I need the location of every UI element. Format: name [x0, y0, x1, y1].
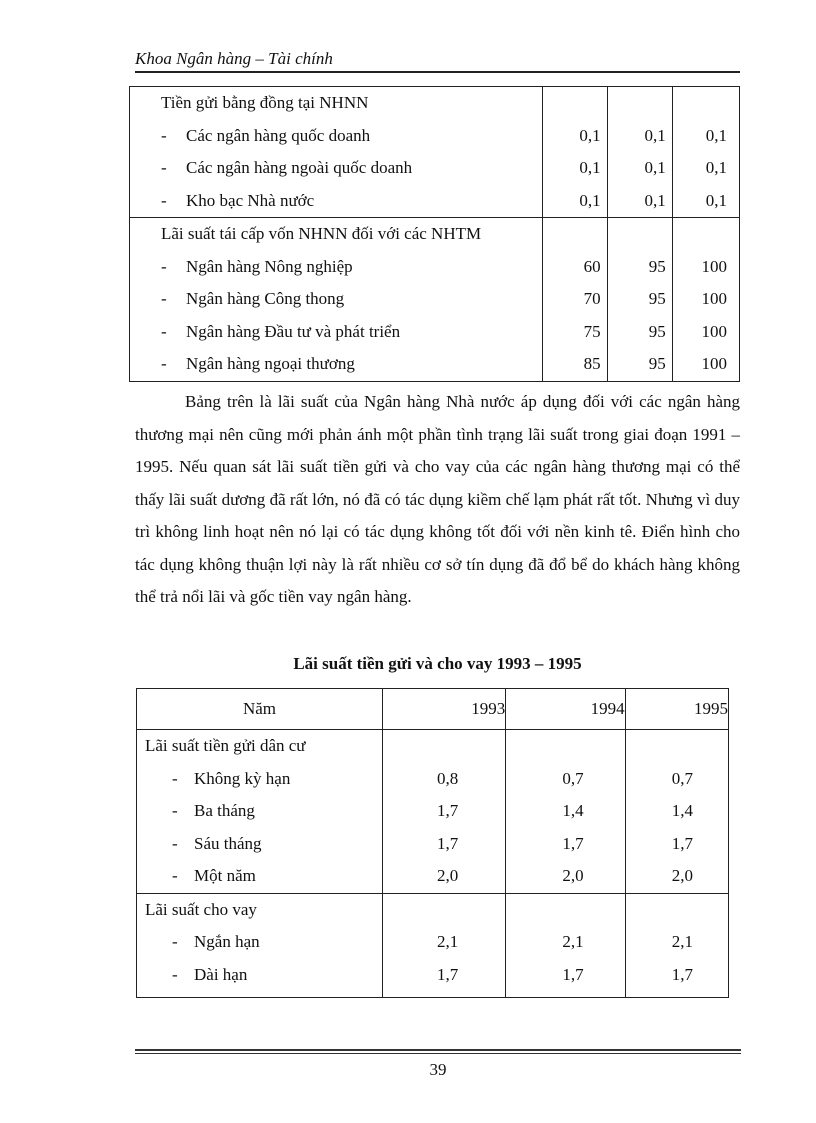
refinancing-rate-table — [129, 86, 740, 382]
column-header: 1995 — [625, 689, 728, 730]
deposit-lending-rate-table — [136, 688, 729, 998]
column-header: 1993 — [383, 689, 506, 730]
table-caption: Lãi suất tiền gửi và cho vay 1993 – 1995 — [293, 654, 582, 673]
footer-divider — [135, 1049, 741, 1051]
group-title: Lãi suất tái cấp vốn NHNN đối với các NHTM — [161, 224, 482, 243]
group-title: Tiền gửi bằng đồng tại NHNN — [161, 93, 369, 112]
table-row: Tiền gửi bằng đồng tại NHNN - Các ngân hàng quốc doanh - Các ngân hàng ngoài quốc doanh - Kho bạc Nhà nước 0,1 0,1 0,1 0,1 0,1 0,1 0,1 0,1 0,1 — [130, 87, 740, 218]
table-row: Lãi suất cho vay - Ngắn hạn - Dài hạn 2,1 1,7 2,1 1,7 2,1 1,7 — [137, 893, 729, 998]
page-number: 39 — [429, 1060, 447, 1079]
page-header — [135, 48, 740, 73]
group-title: Lãi suất tiền gửi dân cư — [145, 736, 306, 755]
table-row: Lãi suất tiền gửi dân cư - Không kỳ hạn - Ba tháng - Sáu tháng - Một năm 0,8 1,7 1,7 2,0 0,7 1,4 1,7 2,0 0,7 1,4 1,7 2,0 — [137, 730, 729, 894]
table-row: Lãi suất tái cấp vốn NHNN đối với các NHTM - Ngân hàng Nông nghiệp - Ngân hàng Công thong - Ngân hàng Đầu tư và phát triển - Ngân hàng ngoại thương 60 70 75 85 95 95 95 95 100 100 100 100 — [130, 218, 740, 382]
table-header-row — [137, 689, 729, 730]
body-paragraph: Bảng trên là lãi suất của Ngân hàng Nhà nước áp dụng đối với các ngân hàng thương mại nên cũng mới phản ánh một phần tình trạng lãi suất trong giai đoạn 1991 – 1995. Nếu quan sát lãi suất tiền gửi và cho vay của các ngân hàng thương mại có thể thấy lãi suất dương đã rất lớn, nó đã có tác dụng kiềm chế lạm phát rất tốt. Nhưng vì duy trì không linh hoạt nên nó lại có tác dụng không tốt đối với nền kinh tê. Điển hình cho tác dụng không thuận lợi này là rất nhiều cơ sở tín dụng đã đổ bể do khách hàng không thể trả nổi lãi và gốc tiền vay ngân hàng. — [135, 392, 740, 606]
header-title: Khoa Ngân hàng – Tài chính — [135, 49, 333, 68]
column-header: 1994 — [506, 689, 625, 730]
group-title: Lãi suất cho vay — [145, 899, 257, 919]
footer-divider — [135, 1053, 741, 1054]
column-header: Năm — [137, 689, 383, 730]
